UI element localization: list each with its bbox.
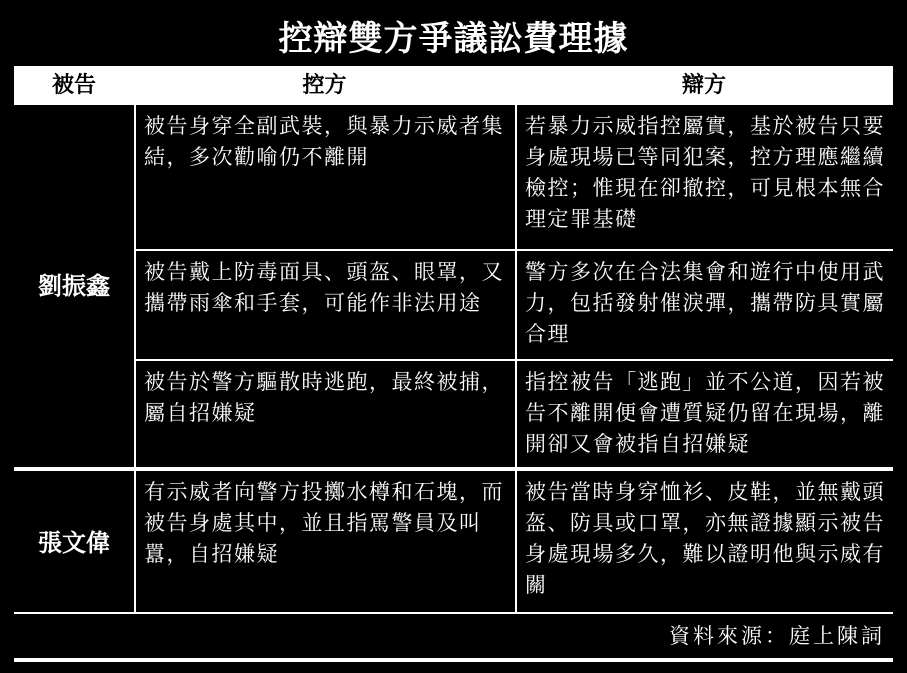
prosecution-argument: 有示威者向警方投擲水樽和石塊，而被告身處其中，並且指罵警員及叫囂，自招嫌疑 xyxy=(144,480,504,566)
bottom-rule xyxy=(14,658,893,662)
prosecution-argument: 被告身穿全副武裝，與暴力示威者集結，多次勸喻仍不離開 xyxy=(144,114,504,169)
header-defence: 辯方 xyxy=(681,73,726,98)
defence-argument: 若暴力示威指控屬實，基於被告只要身處現場已等同犯案，控方理應繼續檢控；惟現在卻撤控，可見根本無合理定罪基礎 xyxy=(525,114,885,231)
source-note: 資料來源：庭上陳詞 xyxy=(669,624,885,648)
defence-argument: 警方多次在合法集會和遊行中使用武力，包括發射催淚彈，攜帶防具實屬合理 xyxy=(525,260,885,346)
defendant-name: 劉振鑫 xyxy=(38,271,110,300)
table-bottom-border xyxy=(14,612,893,614)
prosecution-argument: 被告於警方驅散時逃跑，最終被捕，屬自招嫌疑 xyxy=(144,370,504,425)
arguments-table xyxy=(14,105,893,614)
prosecution-argument: 被告戴上防毒面具、頭盔、眼罩，又攜帶雨傘和手套，可能作非法用途 xyxy=(144,260,504,315)
header-defendant: 被告 xyxy=(51,73,96,98)
defence-argument: 被告當時身穿恤衫、皮鞋，並無戴頭盔、防具或口罩，亦無證據顯示被告身處現場多久，難以證明他與示威有關 xyxy=(525,480,885,597)
defendant-name: 張文偉 xyxy=(38,528,110,557)
header-row xyxy=(14,66,893,105)
table-title: 控辯雙方爭議訟費理據 xyxy=(278,19,629,59)
defence-argument: 指控被告「逃跑」並不公道，因若被告不離開便會遭質疑仍留在現場，離開卻又會被指自招嫌疑 xyxy=(525,370,885,456)
header-prosecution: 控方 xyxy=(302,73,347,98)
